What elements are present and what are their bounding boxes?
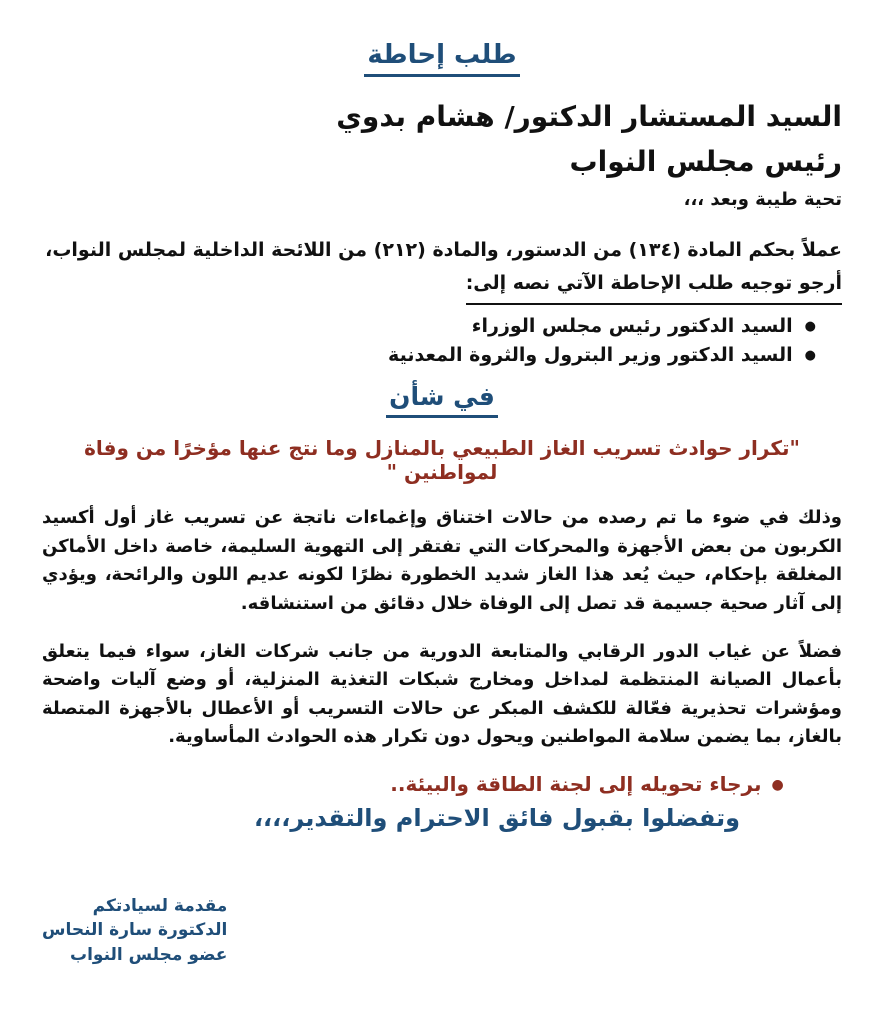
subject-title: "تكرار حوادث تسريب الغاز الطبيعي بالمنازل وما نتج عنها مؤخرًا من وفاة لمواطنين " — [84, 436, 800, 485]
document-title-row — [42, 40, 842, 77]
legal-basis-line: عملاً بحكم المادة (١٣٤) من الدستور، والمادة (٢١٢) من اللائحة الداخلية لمجلس النواب، — [45, 238, 842, 261]
document-title: طلب إحاطة — [364, 40, 519, 77]
body-paragraph-2: فضلاً عن غياب الدور الرقابي والمتابعة الدورية من جانب شركات الغاز، سواء فيما يتعلق بأعمال الصيانة المنتظمة لمداخل ومخارج شبكات التغذية المنزلية، أو وضع آليات واضحة ومؤشرات تحذيرية فعّالة للكشف المبكر عن حالات التسريب أو الأعطال بالأجهزة المتصلة بالغاز، بما يضمن سلامة المواطنين ويحول دون تكرار هذه الحوادث المأساوية. — [42, 641, 842, 748]
subject-heading: في شأن — [386, 382, 498, 418]
addressee-block — [42, 95, 842, 210]
signature-block — [42, 894, 227, 968]
closing-line: وتفضلوا بقبول فائق الاحترام والتقدير،،،، — [253, 803, 741, 832]
addressee-role: رئيس مجلس النواب — [569, 144, 842, 178]
referral-line — [187, 772, 884, 796]
greeting-line: تحية طيبة وبعد ،،، — [683, 188, 842, 210]
addressee-name: السيد المستشار الدكتور/ هشام بدوي — [336, 100, 842, 133]
bullet-icon: ● — [804, 347, 816, 363]
request-line: أرجو توجيه طلب الإحاطة الآتي نصه إلى: — [466, 267, 842, 305]
bullet-icon: ● — [804, 319, 816, 335]
body-paragraph-1: وذلك في ضوء ما تم رصده من حالات اختناق وإغماءات ناتجة عن تسريب غاز أول أكسيد الكربون من بعض الأجهزة والمحركات التي تفتقر إلى التهوية السليمة، خاصة داخل الأماكن المغلقة بإحكام، حيث يُعد هذا الغاز شديد الخطورة نظرًا لكونه عديم اللون والرائحة، ويؤدي إلى آثار صحية جسيمة قد تصل إلى الوفاة خلال دقائق من استنشاقه. — [42, 507, 842, 614]
signature-intro: مقدمة لسيادتكم — [92, 895, 228, 916]
referral-text: برجاء تحويله إلى لجنة الطاقة والبيئة.. — [390, 771, 762, 796]
recipient-item — [42, 313, 816, 340]
intro-paragraph — [42, 234, 842, 306]
subject-heading-row — [42, 382, 842, 418]
recipient-label: السيد الدكتور رئيس مجلس الوزراء — [471, 315, 793, 338]
recipient-label: السيد الدكتور وزير البترول والثروة المعدنية — [388, 343, 793, 366]
recipient-item — [42, 342, 816, 369]
recipients-list — [42, 313, 842, 368]
signature-role: عضو مجلس النواب — [70, 945, 228, 966]
signature-name: الدكتورة سارة النحاس — [42, 920, 228, 941]
bullet-icon: ● — [771, 776, 784, 793]
